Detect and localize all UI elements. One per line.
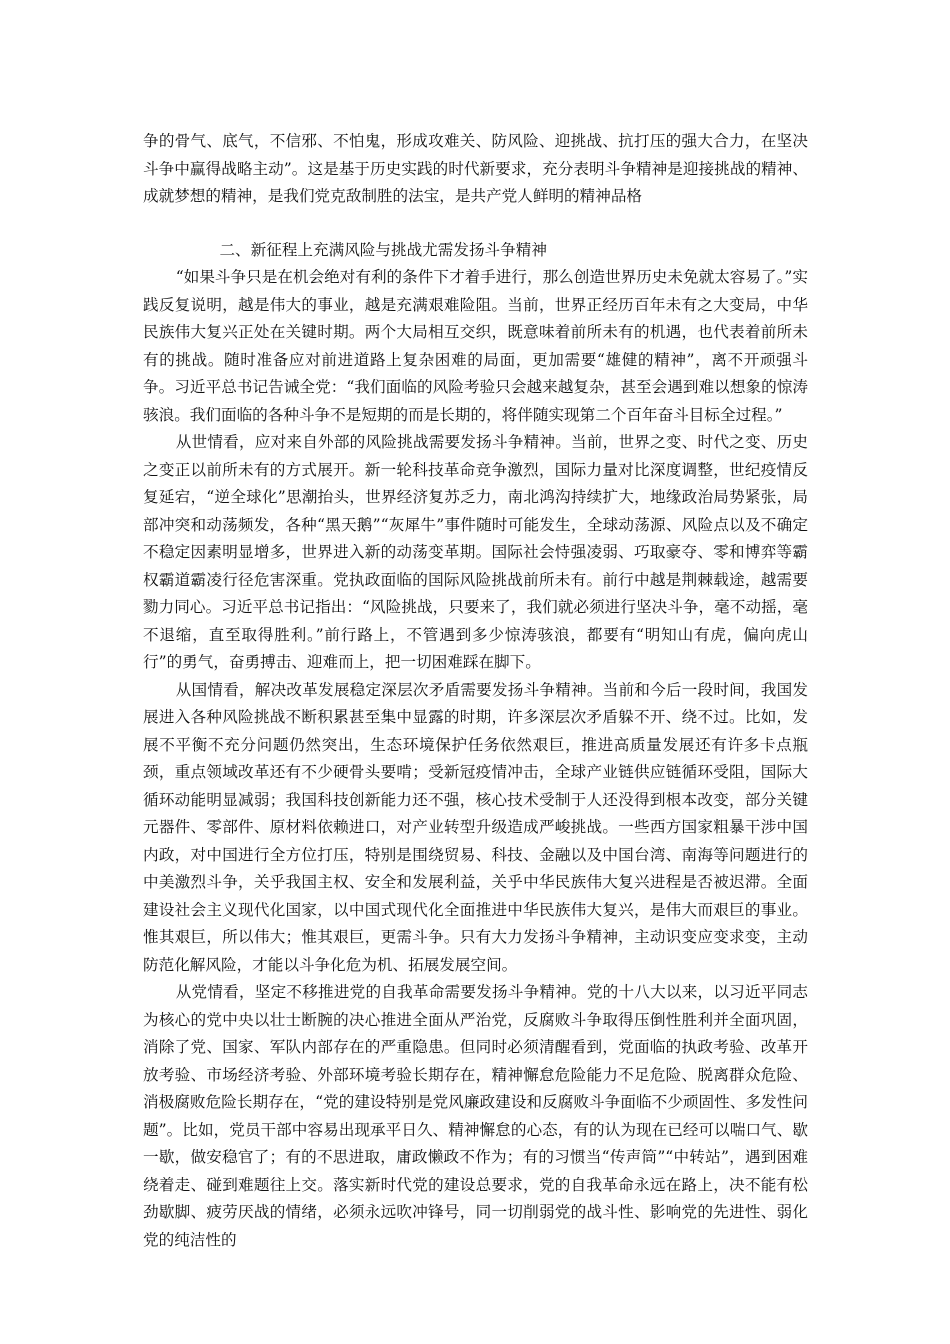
paragraph-world-situation: 从世情看，应对来自外部的风险挑战需要发扬斗争精神。当前，世界之变、时代之变、历史之变正以前所未有的方式展开。新一轮科技革命竞争激烈，国际力量对比深度调整，世纪疫情反复延宕，“逆全球化”思潮抬头，世界经济复苏乏力，南北鸿沟持续扩大，地缘政治局势紧张，局部冲突和动荡频发，各种“黑天鹅”“灰犀牛”事件随时可能发生，全球动荡源、风险点以及不确定不稳定因素明显增多，世界进入新的动荡变革期。国际社会恃强凌弱、巧取豪夺、零和博弈等霸权霸道霸凌行径危害深重。党执政面临的国际风险挑战前所未有。前行中越是荆棘载途，越需要勠力同心。习近平总书记指出：“风险挑战，只要来了，我们就必须进行坚决斗争，毫不动摇，毫不退缩，直至取得胜利。”前行路上，不管遇到多少惊涛骇浪，都要有“明知山有虎，偏向虎山行”的勇气，奋勇搏击、迎难而上，把一切困难踩在脚下。 [143, 433, 808, 671]
document-page [143, 128, 808, 1254]
intro-paragraph: 争的骨气、底气，不信邪、不怕鬼，形成攻难关、防风险、迎挑战、抗打压的强大合力，在坚决斗争中赢得战略主动”。这是基于历史实践的时代新要求，充分表明斗争精神是迎接挑战的精神、成就梦想的精神，是我们党克敌制胜的法宝，是共产党人鲜明的精神品格 [143, 132, 808, 205]
paragraph-quote: “如果斗争只是在机会绝对有利的条件下才着手进行，那么创造世界历史未免就太容易了。”实践反复说明，越是伟大的事业，越是充满艰难险阻。当前，世界正经历百年未有之大变局，中华民族伟大复兴正处在关键时期。两个大局相互交织，既意味着前所未有的机遇，也代表着前所未有的挑战。随时准备应对前进道路上复杂困难的局面，更加需要“雄健的精神”，离不开顽强斗争。习近平总书记告诫全党：“我们面临的风险考验只会越来越复杂，甚至会遇到难以想象的惊涛骇浪。我们面临的各种斗争不是短期的而是长期的，将伴随实现第二个百年奋斗目标全过程。” [143, 268, 808, 424]
paragraph-party-situation: 从党情看，坚定不移推进党的自我革命需要发扬斗争精神。党的十八大以来，以习近平同志为核心的党中央以壮士断腕的决心推进全面从严治党，反腐败斗争取得压倒性胜利并全面巩固，消除了党、国家、军队内部存在的严重隐患。但同时必须清醒看到，党面临的执政考验、改革开放考验、市场经济考验、外部环境考验长期存在，精神懈怠危险能力不足危险、脱离群众危险、消极腐败危险长期存在，“党的建设特别是党风廉政建设和反腐败斗争面临不少顽固性、多发性问题”。比如，党员干部中容易出现承平日久、精神懈怠的心态，有的认为现在已经可以喘口气、歇一歇，做安稳官了；有的不思进取，庸政懒政不作为；有的习惯当“传声筒”“中转站”，遇到困难绕着走、碰到难题往上交。落实新时代党的建设总要求，党的自我革命永远在路上，决不能有松劲歇脚、疲劳厌战的情绪，必须永远吹冲锋号，同一切削弱党的战斗性、影响党的先进性、弱化党的纯洁性的 [143, 983, 808, 1249]
paragraph-national-situation: 从国情看，解决改革发展稳定深层次矛盾需要发扬斗争精神。当前和今后一段时间，我国发展进入各种风险挑战不断积累甚至集中显露的时期，许多深层次矛盾躲不开、绕不过。比如，发展不平衡不充分问题仍然突出，生态环境保护任务依然艰巨，推进高质量发展还有许多卡点瓶颈，重点领域改革还有不少硬骨头要啃；受新冠疫情冲击，全球产业链供应链循环受阻，国际大循环动能明显减弱；我国科技创新能力还不强，核心技术受制于人还没得到根本改变，部分关键元器件、零部件、原材料依赖进口，对产业转型升级造成严峻挑战。一些西方国家粗暴干涉中国内政，对中国进行全方位打压，特别是围绕贸易、科技、金融以及中国台湾、南海等问题进行的中美激烈斗争，关乎我国主权、安全和发展利益，关乎中华民族伟大复兴进程是否被迟滞。全面建设社会主义现代化国家，以中国式现代化全面推进中华民族伟大复兴，是伟大而艰巨的事业。惟其艰巨，所以伟大；惟其艰巨，更需斗争。只有大力发扬斗争精神，主动识变应变求变，主动防范化解风险，才能以斗争化危为机、拓展发展空间。 [143, 680, 808, 974]
section-heading: 二、新征程上充满风险与挑战尤需发扬斗争精神 [219, 240, 547, 259]
